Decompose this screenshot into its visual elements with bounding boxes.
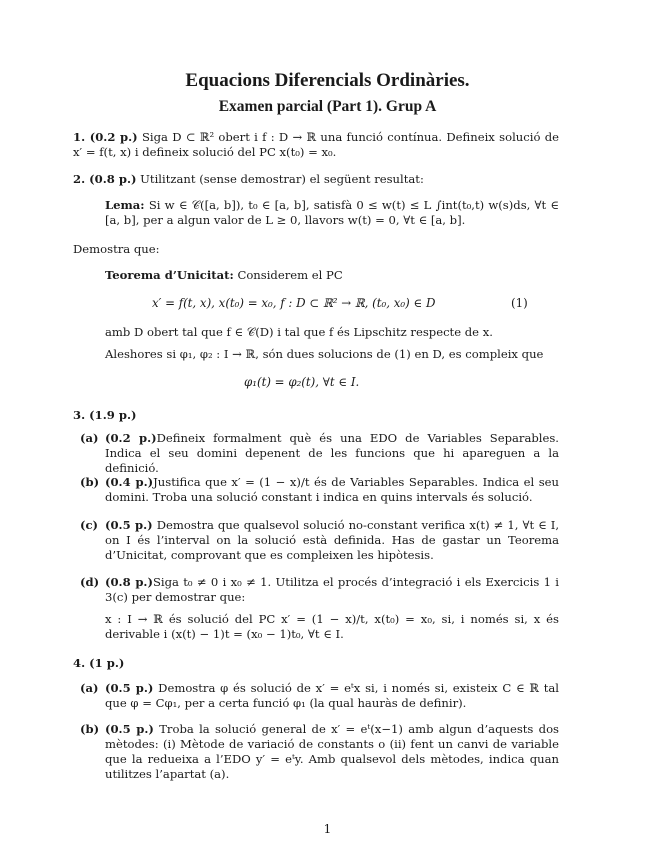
lemma-block [105,198,559,228]
question-4a-letter: (a) [80,681,99,695]
question-3c [105,518,559,563]
question-4b-points: (0.5 p.) [105,722,154,736]
question-4b [105,722,559,782]
lemma-text: Si w ∈ 𝒞([a, b]), t₀ ∈ [a, b], satisfà 0 ≤ w(t) ≤ L ∫int(t₀,t) w(s)ds, ∀t ∈ [a, b], per a algun valor de L ≥ 0, llavors w(t) = 0, ∀t ∈ [a, b]. [105,198,559,227]
question-3c-text: Demostra que qualsevol solució no-constant verifica x(t) ≠ 1, ∀t ∈ I, on I és l’interval on la solució està definida. Has de gastar un Teorema d’Unicitat, comprovant que es compleixen les hipòtesis. [105,518,560,562]
theorem-block [105,268,559,283]
page-number: 1 [323,822,332,836]
question-3c-marker [80,518,104,533]
question-4b-text: Troba la solució general de x′ = eᵗ(x−1) amb algun d’aquests dos mètodes: (i) Mètode de variació de constants o (ii) fent un canvi de variable que la redueixa a l’EDO y′ = eᵗy. Amb qualsevol dels mètodes, indica quan utilitzes l’apartat (a). [105,722,560,781]
demonstrate-label: Demostra que: [73,242,160,256]
equation-1: x′ = f(t, x), x(t₀) = x₀, f : D ⊂ ℝ² → ℝ, (t₀, x₀) ∈ D [152,296,436,310]
question-3d-letter: (d) [80,575,100,589]
question-3c-letter: (c) [80,518,99,532]
question-3-label-text: 3. (1.9 p.) [73,408,137,422]
question-3a-text: Defineix formalment què és una EDO de Variables Separables. Indica el seu domini depenent de les funcions que hi apareguen a la definició. [105,431,559,475]
theorem-conclusion: Aleshores si φ₁, φ₂ : I → ℝ, són dues solucions de (1) en D, es compleix que [105,347,544,361]
theorem-label: Teorema d’Unicitat: [105,268,234,282]
question-3b-points: (0.4 p.) [105,475,154,489]
equation-1-number: (1) [511,296,528,310]
question-2-label: 2. (0.8 p.) [73,172,137,186]
question-3d-points: (0.8 p.) [105,575,153,589]
question-4b-letter: (b) [80,722,100,736]
theorem-text: Considerem el PC [237,268,343,282]
question-3b-text: Justifica que x′ = (1 − x)/t és de Variables Separables. Indica el seu domini. Troba una solució constant i indica en quins intervals és solució. [105,475,559,504]
equation-2: φ₁(t) = φ₂(t), ∀t ∈ I. [244,375,360,389]
question-3d-statement: x : I → ℝ és solució del PC x′ = (1 − x)/t, x(t₀) = x₀, si, i només si, x és derivable i (x(t) − 1)t = (x₀ − 1)t₀, ∀t ∈ I. [105,612,559,641]
theorem-hypothesis: amb D obert tal que f ∈ 𝒞(D) i tal que f és Lipschitz respecte de x. [105,325,493,339]
question-3d-marker [80,575,104,590]
page-title: Equacions Diferencials Ordinàries. [185,70,470,91]
question-3a-marker [80,431,104,446]
question-3a-points: (0.2 p.) [105,431,157,445]
question-4a-points: (0.5 p.) [105,681,154,695]
question-4a-text: Demostra φ és solució de x′ = eᵗx si, i només si, existeix C ∈ ℝ tal que φ = Cφ₁, per a certa funció φ₁ (la qual hauràs de definir). [105,681,560,710]
question-3b-letter: (b) [80,475,100,489]
question-4-label [73,656,559,671]
lemma-label: Lema: [105,198,145,212]
question-3a [105,431,559,476]
question-3a-letter: (a) [80,431,99,445]
question-4a [105,681,559,711]
question-3-label [73,408,559,423]
question-2-intro: Utilitzant (sense demostrar) el següent resultat: [140,172,424,186]
question-4-label-text: 4. (1 p.) [73,656,125,670]
question-1-text: Siga D ⊂ ℝ² obert i f : D → ℝ una funció contínua. Defineix solució de x′ = f(t, x) i defineix solució del PC x(t₀) = x₀. [73,130,559,159]
question-3b-marker [80,475,104,490]
question-3b [105,475,559,505]
question-3d [105,575,559,605]
page-subtitle: Examen parcial (Part 1). Grup A [218,98,437,115]
question-4b-marker [80,722,104,737]
question-1 [73,130,559,160]
question-3d-text: Siga t₀ ≠ 0 i x₀ ≠ 1. Utilitza el procés d’integració i els Exercicis 1 i 3(c) per demostrar que: [105,575,559,604]
question-1-label: 1. (0.2 p.) [73,130,138,144]
question-2 [73,172,559,187]
question-3c-points: (0.5 p.) [105,518,153,532]
question-4a-marker [80,681,104,696]
